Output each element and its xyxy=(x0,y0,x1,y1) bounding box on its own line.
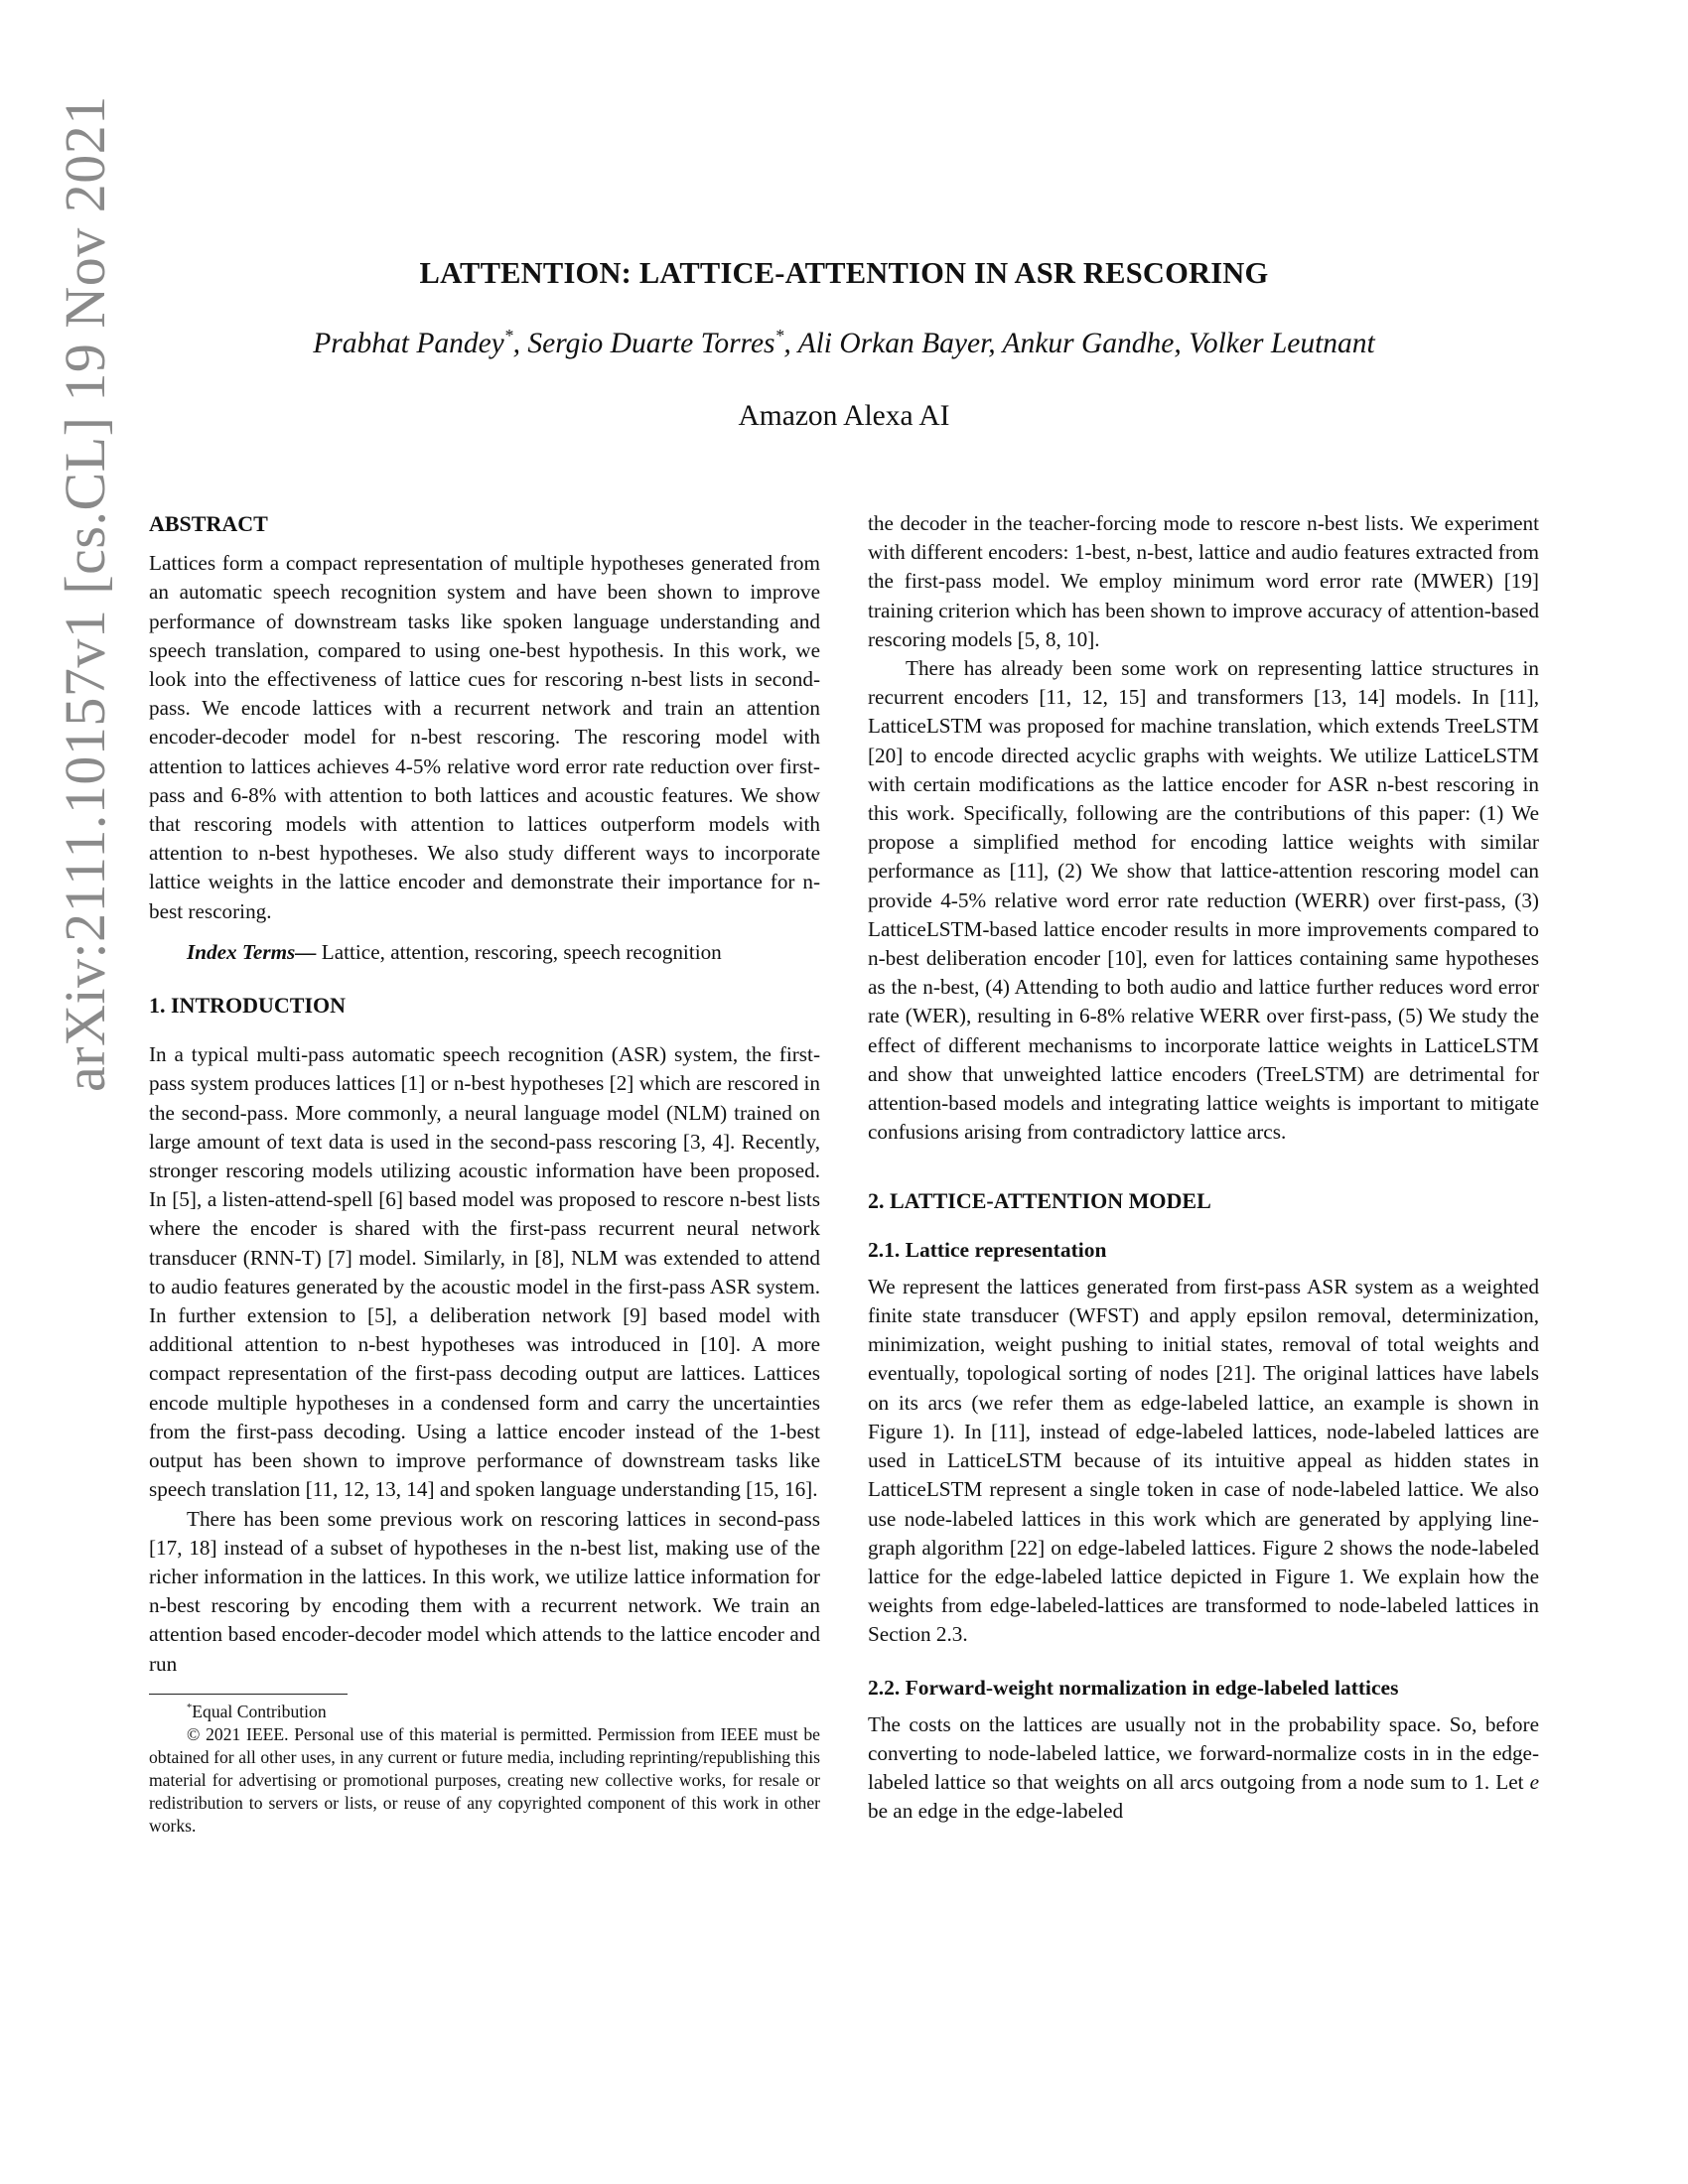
index-terms-list: Lattice, attention, rescoring, speech recognition xyxy=(316,939,722,964)
section-2-1-body: We represent the lattices generated from first-pass ASR system as a weighted finite state transducer (WFST) and apply epsilon removal, determinization, minimization, weight pushing to initial states, removal of total weights and eventually, topological sorting of nodes [21]. The original lattices have labels on its arcs (we refer them as edge-labeled lattice, an example is shown in Figure 1). In [11], instead of edge-labeled lattices, node-labeled lattices are used in LatticeLSTM because of its intuitive appeal as hidden states in LatticeLSTM represent a single token in case of node-labeled lattice. We also use node-labeled lattices in this work which are generated by applying line-graph algorithm [22] on edge-labeled lattices. Figure 2 shows the node-labeled lattice for the edge-labeled lattice depicted in Figure 1. We explain how the weights from edge-labeled-lattices are transformed to node-labeled lattices in Section 2.3. xyxy=(868,1274,1539,1647)
abstract-heading: ABSTRACT xyxy=(149,511,268,536)
right-column xyxy=(868,509,1539,1827)
other-authors: , Ali Orkan Bayer, Ankur Gandhe, Volker Leutnant xyxy=(783,328,1375,359)
footnote-copyright: © 2021 IEEE. Personal use of this material is permitted. Permission from IEEE must be obtained for all other uses, in any current or future media, including reprinting/republishing this material for advertising or promotional purposes, creating new collective works, for resale or redistribution to servers or lists, or reuse of any copyrighted component of this work in other works. xyxy=(149,1723,820,1836)
footnote-rule xyxy=(149,1694,348,1695)
author-2: Sergio Duarte Torres xyxy=(527,328,775,359)
footnote-equal-contribution xyxy=(149,1701,820,1723)
affiliation: Amazon Alexa AI xyxy=(738,400,950,432)
intro-paragraph-3: the decoder in the teacher-forcing mode to rescore n-best lists. We experiment with different encoders: 1-best, n-best, lattice and audio features extracted from the first-pass model. We employ minimum word error rate (MWER) [19] training criterion which has been shown to improve accuracy of attention-based rescoring models [5, 8, 10]. xyxy=(868,511,1539,651)
abstract-body: Lattices form a compact representation of multiple hypotheses generated from an automatic speech recognition system and have been shown to improve performance of downstream tasks like spoken language understanding and speech translation, compared to using one-best hypothesis. In this work, we look into the effectiveness of lattice cues for rescoring n-best lists in second-pass. We encode lattices with a recurrent network and train an attention encoder-decoder model for n-best rescoring. The rescoring model with attention to lattices achieves 4-5% relative word error rate reduction over first-pass and 6-8% with attention to both lattices and acoustic features. We show that rescoring models with attention to lattices outperform models with attention to n-best hypotheses. We also study different ways to incorporate lattice weights in the lattice encoder and demonstrate their importance for n-best rescoring. xyxy=(149,551,820,923)
author-1: Prabhat Pandey xyxy=(313,328,504,359)
section-2-2-heading: 2.2. Forward-weight normalization in edge-labeled lattices xyxy=(868,1675,1399,1700)
section-2-2-body xyxy=(868,1710,1539,1827)
section-2-1-heading: 2.1. Lattice representation xyxy=(868,1237,1107,1262)
left-column xyxy=(149,509,820,1838)
index-terms-label: Index Terms— xyxy=(187,939,317,964)
intro-paragraph-4: There has already been some work on representing lattice structures in recurrent encoders [11, 12, 15] and transformers [13, 14] models. In [11], LatticeLSTM was proposed for machine translation, which extends TreeLSTM [20] to encode directed acyclic graphs with weights. We utilize LatticeLSTM with certain modifications as the lattice encoder for ASR n-best rescoring in this work. Specifically, following are the contributions of this paper: (1) We propose a simplified method for encoding lattice weights with similar performance as [11], (2) We show that lattice-attention rescoring model can provide 4-5% relative word error rate reduction (WERR) over first-pass, (3) LatticeLSTM-based lattice encoder results in more improvements compared to n-best deliberation encoder [10], even for lattices containing same hypotheses as the n-best, (4) Attending to both audio and lattice further reduces word error rate (WER), resulting in 6-8% relative WERR over first-pass, (5) We study the effect of different mechanisms to incorporate lattice weights in LatticeLSTM and show that unweighted lattice encoders (TreeLSTM) are detrimental for attention-based models and integrating lattice weights is important to mitigate confusions arising from contradictory lattice arcs. xyxy=(868,656,1539,1145)
author-list xyxy=(0,328,1688,360)
author-separator: , xyxy=(512,328,528,359)
intro-paragraph-2: There has been some previous work on rescoring lattices in second-pass [17, 18] instead of a subset of hypotheses in the n-best list, making use of the richer information in the lattices. In this work, we utilize lattice information for n-best rescoring by encoding them with a recurrent network. We train an attention based encoder-decoder model which attends to the lattice encoder and run xyxy=(149,1506,820,1676)
index-terms xyxy=(149,938,820,967)
equal-contrib-mark-1: * xyxy=(503,326,513,346)
arxiv-identifier-stamp: arXiv:2111.10157v1 [cs.CL] 19 Nov 2021 xyxy=(53,95,117,1092)
introduction-heading: 1. INTRODUCTION xyxy=(149,993,347,1019)
footnote-equal-text: Equal Contribution xyxy=(192,1701,327,1721)
equal-contrib-mark-2: * xyxy=(774,326,784,346)
section-2-heading: 2. LATTICE-ATTENTION MODEL xyxy=(868,1188,1211,1214)
paper-title: LATTENTION: LATTICE-ATTENTION IN ASR RESCORING xyxy=(419,256,1269,290)
intro-paragraph-1: In a typical multi-pass automatic speech recognition (ASR) system, the first-pass system produces lattices [1] or n-best hypotheses [2] which are rescored in the second-pass. More commonly, a neural language model (NLM) trained on large amount of text data is used in the second-pass rescoring [3, 4]. Recently, stronger rescoring models utilizing acoustic information have been proposed. In [5], a listen-attend-spell [6] based model was proposed to rescore n-best lists where the encoder is shared with the first-pass recurrent neural network transducer (RNN-T) [7] model. Similarly, in [8], NLM was extended to attend to audio features generated by the acoustic model in the first-pass ASR system. In further extension to [5], a deliberation network [9] based model with additional attention to n-best hypotheses was introduced in [10]. A more compact representation of the first-pass decoding output are lattices. Lattices encode multiple hypotheses in a condensed form and carry the uncertainties from the first-pass decoding. Using a lattice encoder instead of the 1-best output has been shown to improve performance of downstream tasks like speech translation [11, 12, 13, 14] and spoken language understanding [15, 16]. xyxy=(149,1042,820,1502)
footnote-star: * xyxy=(187,1702,193,1713)
section-2-2-text-b: be an edge in the edge-labeled xyxy=(868,1799,1124,1824)
edge-variable: e xyxy=(1529,1770,1539,1795)
section-2-2-text-a: The costs on the lattices are usually not in the probability space. So, before converting to node-labeled lattice, we forward-normalize costs in in the edge-labeled lattice so that weights on all arcs outgoing from a node sum to 1. Let xyxy=(868,1711,1539,1795)
